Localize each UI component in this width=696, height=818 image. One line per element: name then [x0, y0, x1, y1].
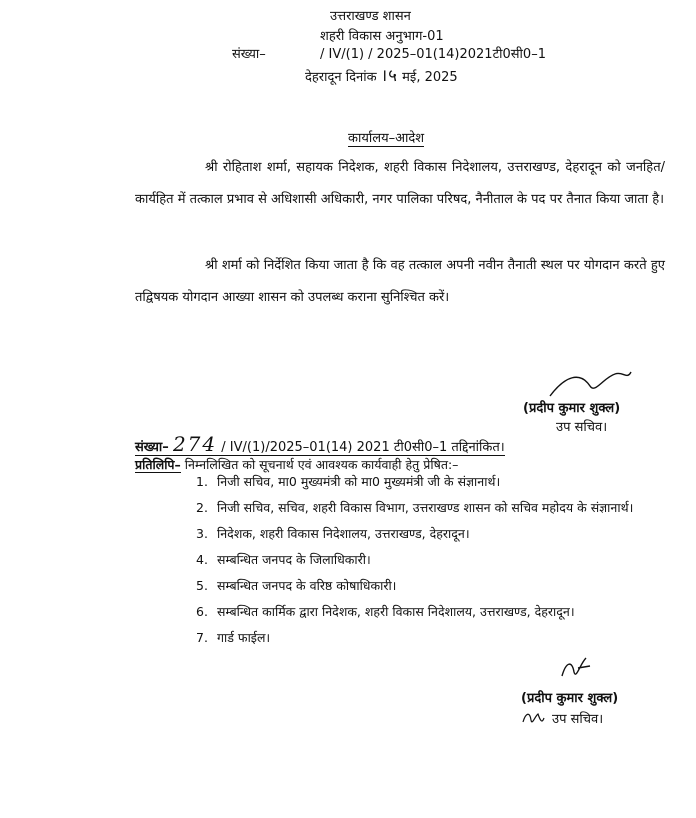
date-day-handwritten: ।५ [380, 66, 399, 86]
order-paragraph-2-text: श्री शर्मा को निर्देशित किया जाता है कि वह तत्काल अपनी नवीन तैनाती स्थल पर योगदान करते हुए तद्विषयक योगदान आख्या शासन को उपलब्ध कराना सुनिश्चित करें। [135, 258, 665, 305]
list-item-number: 6. [196, 604, 208, 619]
signature-scribble-2 [556, 654, 596, 689]
letter-number-value: / IV/(1) / 2025–01(14)2021टी0सी0–1 [320, 47, 546, 62]
order-title [348, 128, 424, 146]
copy-number-line [135, 432, 505, 456]
letter-number-label: संख्या– [232, 47, 266, 62]
date-suffix: मई, 2025 [402, 70, 458, 85]
list-item-text: सम्बन्धित कार्मिक द्वारा निदेशक, शहरी विकास निदेशालय, उत्तराखण्ड, देहरादून। [217, 604, 575, 619]
department-heading: शहरी विकास अनुभाग-01 [320, 29, 444, 44]
order-paragraph-1 [135, 152, 665, 216]
copy-intro: निम्नलिखित को सूचनार्थ एवं आवश्यक कार्यवाही हेतु प्रेषित:– [184, 457, 459, 472]
copy-number-handwritten: 274 [172, 432, 218, 456]
list-item-number: 4. [196, 552, 208, 567]
list-item-text: सम्बन्धित जनपद के वरिष्ठ कोषाधिकारी। [217, 578, 397, 593]
signatory-name-2: (प्रदीप कुमार शुक्ल) [521, 691, 619, 706]
list-item-text: निजी सचिव, मा0 मुख्यमंत्री को मा0 मुख्यमंत्री जी के संज्ञानार्थ। [217, 474, 501, 489]
list-item-number: 5. [196, 578, 208, 593]
date-prefix: देहरादून दिनांक [305, 70, 377, 85]
list-item [196, 473, 666, 491]
list-item [196, 629, 666, 647]
list-item [196, 603, 666, 621]
copy-number-value: / IV/(1)/2025–01(14) 2021 टी0सी0–1 तद्दिनांकित। [221, 440, 505, 455]
order-paragraph-1-text: श्री रोहिताश शर्मा, सहायक निदेशक, शहरी विकास निदेशालय, उत्तराखण्ड, देहरादून को जनहित/कार्यहित में तत्काल प्रभाव से अधिशासी अधिकारी, नगर पालिका परिषद, नैनीताल के पद पर तैनात किया जाता है। [135, 160, 665, 207]
list-item-text: सम्बन्धित जनपद के जिलाधिकारी। [217, 552, 371, 567]
list-item-number: 2. [196, 500, 208, 515]
government-heading: उत्तराखण्ड शासन [330, 9, 411, 24]
copy-number-underlined [135, 432, 505, 456]
letter-date [305, 63, 458, 86]
list-item-text: निजी सचिव, सचिव, शहरी विकास विभाग, उत्तराखण्ड शासन को सचिव महोदय के संज्ञानार्थ। [217, 500, 634, 515]
signatory-designation-2: उप सचिव। [552, 712, 604, 727]
list-item-number: 1. [196, 474, 208, 489]
copy-recipient-list [196, 473, 666, 655]
list-item-number: 7. [196, 630, 208, 645]
copy-label: प्रतिलिपि– [135, 457, 181, 472]
list-item [196, 551, 666, 569]
copy-number-label: संख्या– [135, 440, 169, 455]
order-paragraph-2 [135, 250, 665, 314]
list-item-number: 3. [196, 526, 208, 541]
initials-scribble [520, 708, 546, 730]
list-item [196, 577, 666, 595]
signatory-designation-1: उप सचिव। [556, 420, 608, 435]
order-title-text: कार्यालय–आदेश [348, 131, 425, 146]
copy-intro-line [135, 456, 458, 473]
signatory-name-1: (प्रदीप कुमार शुक्ल) [523, 401, 621, 416]
list-item [196, 499, 666, 517]
list-item-text: गार्ड फाईल। [217, 630, 271, 645]
list-item-text: निदेशक, शहरी विकास निदेशालय, उत्तराखण्ड, देहरादून। [217, 526, 470, 541]
list-item [196, 525, 666, 543]
